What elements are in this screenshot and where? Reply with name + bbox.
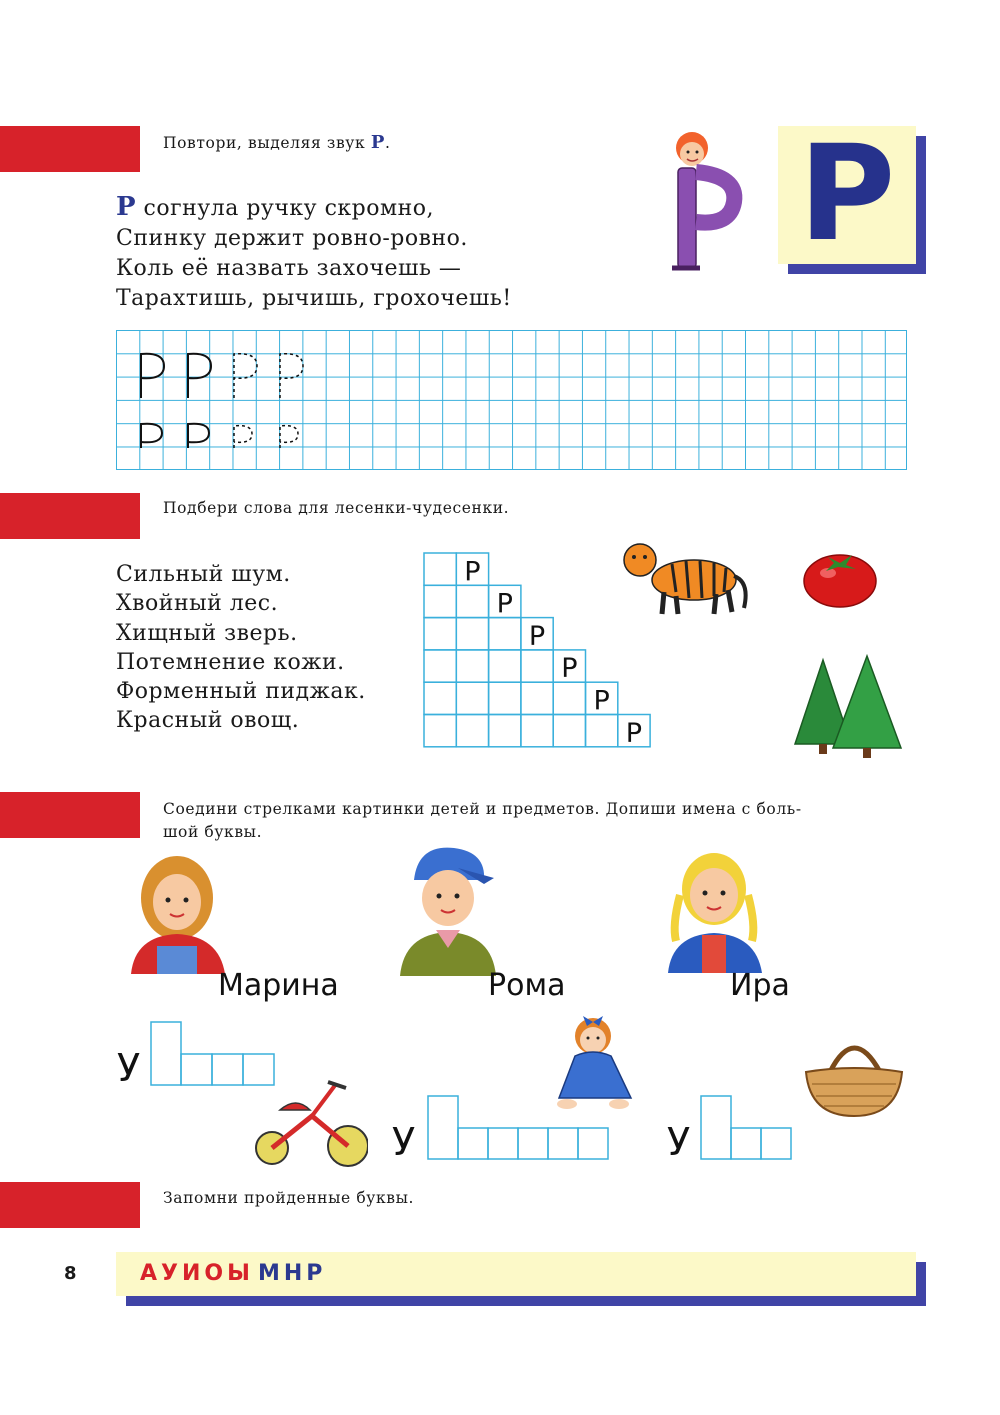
section-marker-3 bbox=[0, 792, 140, 838]
answer-prefix: У bbox=[392, 1120, 416, 1164]
letter-card bbox=[778, 117, 916, 271]
name-ira: Ира bbox=[730, 968, 790, 1003]
letter-tracing-samples bbox=[116, 330, 316, 470]
answer-prefix: У bbox=[667, 1120, 691, 1164]
section-marker-4 bbox=[0, 1182, 140, 1228]
ladder-cell[interactable] bbox=[456, 650, 488, 682]
poem-line-2: Спинку держит ровно-ровно. bbox=[116, 226, 468, 251]
instruction-line-2: шой буквы. bbox=[163, 823, 263, 841]
letter-card-glyph: Р bbox=[798, 117, 896, 271]
doll-illustration bbox=[553, 1014, 635, 1112]
answer-prefix: У bbox=[117, 1046, 141, 1090]
fir-trees-illustration bbox=[785, 652, 910, 762]
ladder-cell[interactable] bbox=[521, 682, 553, 714]
clue-item: Форменный пиджак. bbox=[116, 679, 366, 705]
clue-item: Сильный шум. bbox=[116, 562, 291, 587]
ladder-cell[interactable] bbox=[424, 618, 456, 650]
poem-first-letter: Р bbox=[116, 192, 137, 222]
ladder-cell[interactable] bbox=[456, 618, 488, 650]
ladder-cell[interactable] bbox=[456, 715, 488, 747]
ladder-cell[interactable] bbox=[553, 715, 585, 747]
ladder-cell[interactable] bbox=[424, 553, 456, 585]
ladder-cell[interactable] bbox=[521, 650, 553, 682]
ladder-cell[interactable] bbox=[424, 585, 456, 617]
instruction-letter: Р bbox=[370, 132, 385, 153]
ladder-cell[interactable] bbox=[489, 715, 521, 747]
ladder-cell[interactable] bbox=[521, 715, 553, 747]
ladder-cell[interactable] bbox=[489, 682, 521, 714]
poem bbox=[116, 192, 512, 314]
ladder-cell[interactable] bbox=[553, 682, 585, 714]
instruction-ladder: Подбери слова для лесенки-чудесенки. bbox=[163, 499, 510, 517]
clue-item: Хищный зверь. bbox=[116, 620, 298, 646]
instruction-text: Повтори, выделяя звук bbox=[163, 134, 371, 152]
ladder-letter: Р bbox=[464, 556, 481, 588]
clue-list bbox=[116, 560, 366, 736]
ladder-cell[interactable] bbox=[489, 650, 521, 682]
girl-ira-illustration bbox=[662, 845, 767, 975]
name-roma: Рома bbox=[488, 968, 566, 1003]
tiger-illustration bbox=[612, 530, 752, 620]
ladder-cell[interactable] bbox=[586, 715, 618, 747]
clue-item: Потемнение кожи. bbox=[116, 649, 345, 675]
ladder-cell[interactable] bbox=[424, 682, 456, 714]
section-marker-1 bbox=[0, 126, 140, 172]
instruction-repeat bbox=[163, 132, 391, 153]
poem-line-3: Коль её назвать захочешь — bbox=[116, 256, 462, 281]
basket-illustration bbox=[800, 1028, 908, 1120]
poem-line-1 bbox=[116, 192, 512, 224]
ladder-letter: Р bbox=[593, 685, 610, 717]
boy-roma-illustration bbox=[398, 838, 498, 978]
ladder-cell[interactable] bbox=[456, 585, 488, 617]
learned-letters-blue: МНР bbox=[258, 1261, 327, 1286]
ladder-cell[interactable] bbox=[489, 618, 521, 650]
instruction-end: . bbox=[384, 134, 391, 152]
tomato-illustration bbox=[800, 545, 880, 610]
name-marina: Марина bbox=[218, 968, 339, 1003]
letter-boy-illustration bbox=[650, 126, 750, 276]
section-marker-2 bbox=[0, 493, 140, 539]
ladder-cell[interactable] bbox=[456, 682, 488, 714]
ladder-letter: Р bbox=[528, 620, 546, 652]
learned-letters-red: АУИОЫ bbox=[140, 1261, 254, 1286]
ladder-letter: Р bbox=[625, 717, 643, 748]
poem-line-4: Тарахтишь, рычишь, грохочешь! bbox=[116, 286, 512, 311]
girl-marina-illustration bbox=[125, 850, 230, 975]
ladder-cell[interactable] bbox=[424, 650, 456, 682]
instruction-line-1: Соедини стрелками картинки детей и предметов. Допиши имена с боль- bbox=[163, 800, 802, 818]
poem-line-1-text: согнула ручку скромно, bbox=[136, 196, 435, 221]
tricycle-illustration bbox=[252, 1076, 368, 1171]
page-number: 8 bbox=[64, 1263, 77, 1284]
clue-item: Красный овощ. bbox=[116, 708, 300, 734]
ladder-letter: Р bbox=[496, 588, 513, 620]
learned-letters-bar bbox=[116, 1252, 916, 1296]
clue-item: Хвойный лес. bbox=[116, 591, 279, 617]
ladder-letter: Р bbox=[561, 653, 578, 685]
answer-boxes-basket[interactable] bbox=[700, 1094, 796, 1162]
instruction-remember: Запомни пройденные буквы. bbox=[163, 1189, 415, 1207]
ladder-cell[interactable] bbox=[424, 715, 456, 747]
